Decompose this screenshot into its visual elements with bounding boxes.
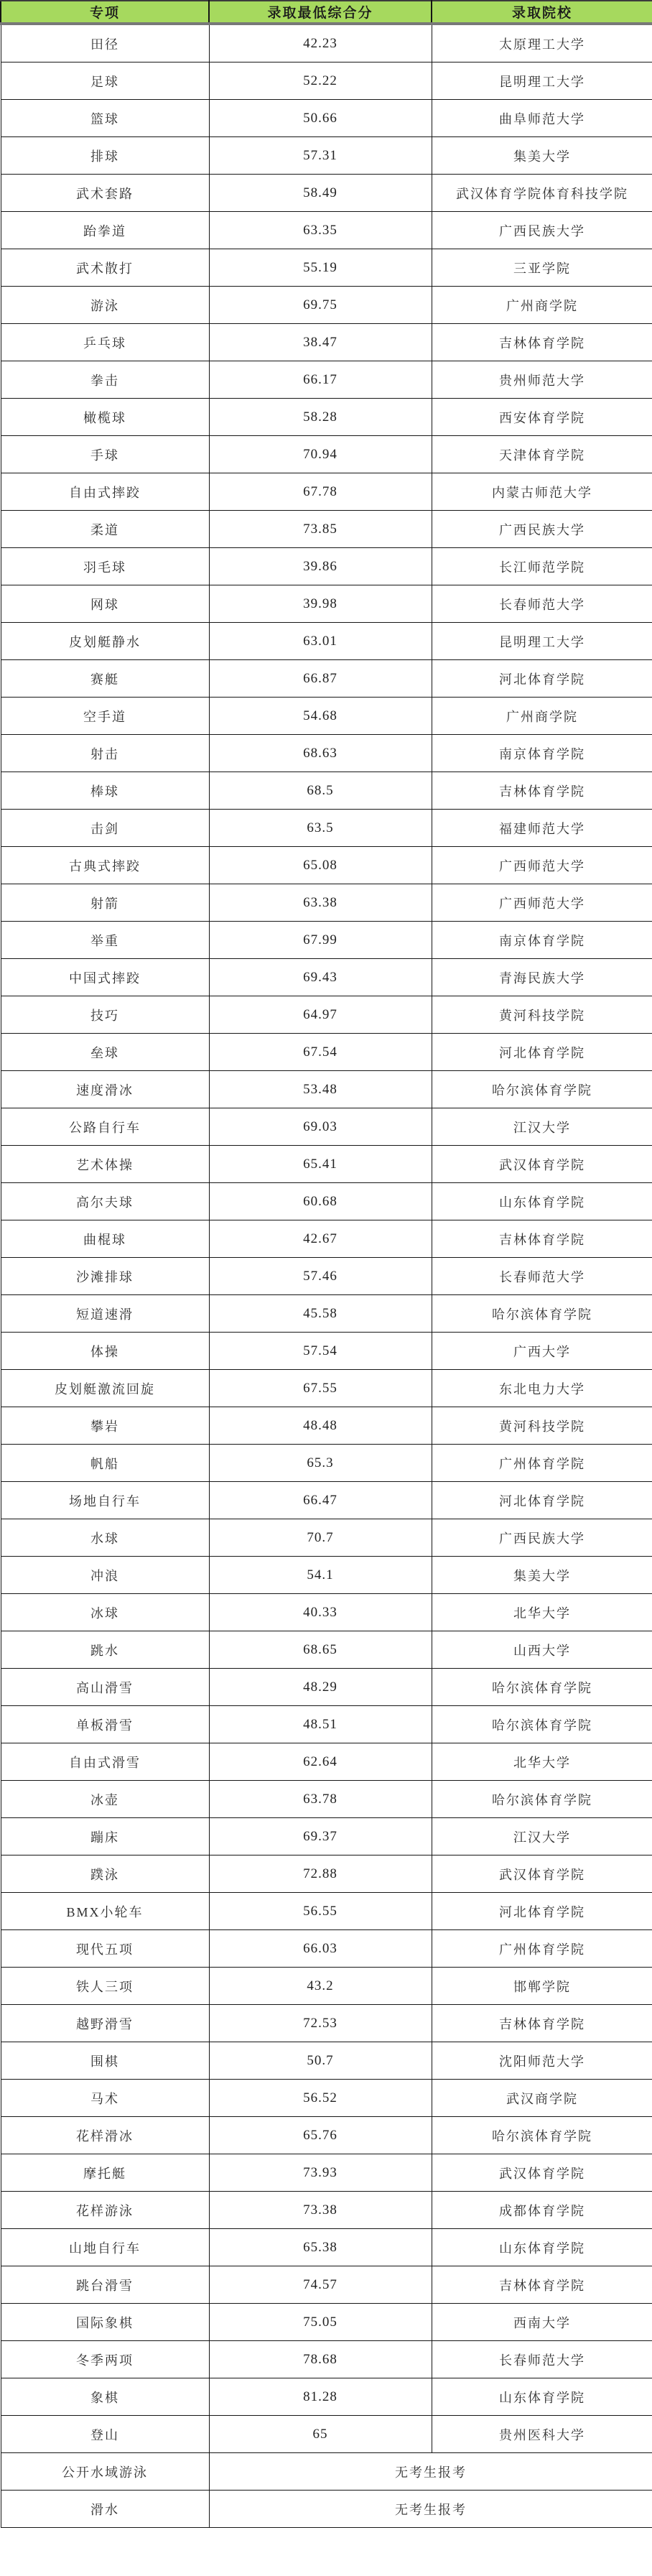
table-row bbox=[1, 959, 652, 996]
school-cell: 广西民族大学 bbox=[432, 212, 652, 249]
school-cell: 贵州医科大学 bbox=[432, 2416, 652, 2453]
table-row bbox=[1, 62, 652, 100]
header-min-score: 录取最低综合分 bbox=[209, 1, 432, 24]
table-row bbox=[1, 2154, 652, 2192]
score-cell: 57.54 bbox=[209, 1333, 432, 1370]
sport-cell: 棒球 bbox=[1, 772, 209, 810]
school-cell: 江汉大学 bbox=[432, 1108, 652, 1146]
score-cell: 56.52 bbox=[209, 2080, 432, 2117]
table-row bbox=[1, 2229, 652, 2266]
school-cell: 天津体育学院 bbox=[432, 436, 652, 473]
sport-cell: 中国式摔跤 bbox=[1, 959, 209, 996]
score-cell: 55.19 bbox=[209, 249, 432, 287]
school-cell: 哈尔滨体育学院 bbox=[432, 1706, 652, 1743]
school-cell: 吉林体育学院 bbox=[432, 324, 652, 361]
score-cell: 54.68 bbox=[209, 698, 432, 735]
sport-cell: 铁人三项 bbox=[1, 1968, 209, 2005]
sport-cell: 柔道 bbox=[1, 511, 209, 548]
sport-cell: 攀岩 bbox=[1, 1407, 209, 1445]
score-cell: 66.47 bbox=[209, 1482, 432, 1519]
table-row bbox=[1, 1557, 652, 1594]
sport-cell: 排球 bbox=[1, 137, 209, 175]
school-cell: 贵州师范大学 bbox=[432, 361, 652, 399]
school-cell: 广西师范大学 bbox=[432, 847, 652, 884]
school-cell: 东北电力大学 bbox=[432, 1370, 652, 1407]
table-row bbox=[1, 585, 652, 623]
school-cell: 北华大学 bbox=[432, 1594, 652, 1631]
school-cell: 河北体育学院 bbox=[432, 1482, 652, 1519]
table-row bbox=[1, 324, 652, 361]
sport-cell: 场地自行车 bbox=[1, 1482, 209, 1519]
score-cell: 57.46 bbox=[209, 1258, 432, 1295]
table-row bbox=[1, 2117, 652, 2154]
table-row bbox=[1, 1482, 652, 1519]
table-row bbox=[1, 436, 652, 473]
sport-cell: 跳台滑雪 bbox=[1, 2266, 209, 2304]
score-cell: 73.85 bbox=[209, 511, 432, 548]
score-cell: 69.03 bbox=[209, 1108, 432, 1146]
score-cell: 67.78 bbox=[209, 473, 432, 511]
score-cell: 38.47 bbox=[209, 324, 432, 361]
school-cell: 集美大学 bbox=[432, 137, 652, 175]
sport-cell: 单板滑雪 bbox=[1, 1706, 209, 1743]
school-cell: 武汉体育学院 bbox=[432, 2154, 652, 2192]
school-cell: 青海民族大学 bbox=[432, 959, 652, 996]
school-cell: 吉林体育学院 bbox=[432, 1220, 652, 1258]
school-cell: 长春师范大学 bbox=[432, 1258, 652, 1295]
score-cell: 73.38 bbox=[209, 2192, 432, 2229]
score-cell: 39.98 bbox=[209, 585, 432, 623]
table-row bbox=[1, 511, 652, 548]
no-applicants-cell: 无考生报考 bbox=[209, 2453, 652, 2491]
sport-cell: 拳击 bbox=[1, 361, 209, 399]
sport-cell: 马术 bbox=[1, 2080, 209, 2117]
score-cell: 63.78 bbox=[209, 1781, 432, 1818]
sport-cell: 冰球 bbox=[1, 1594, 209, 1631]
table-row bbox=[1, 2192, 652, 2229]
score-cell: 43.2 bbox=[209, 1968, 432, 2005]
score-cell: 57.31 bbox=[209, 137, 432, 175]
table-row bbox=[1, 1781, 652, 1818]
sport-cell: 蹼泳 bbox=[1, 1855, 209, 1893]
table-row bbox=[1, 399, 652, 436]
school-cell: 黄河科技学院 bbox=[432, 1407, 652, 1445]
school-cell: 福建师范大学 bbox=[432, 810, 652, 847]
school-cell: 长江师范学院 bbox=[432, 548, 652, 585]
score-cell: 58.28 bbox=[209, 399, 432, 436]
table-row bbox=[1, 1818, 652, 1855]
sport-cell: 蹦床 bbox=[1, 1818, 209, 1855]
table-row bbox=[1, 212, 652, 249]
sport-cell: 冬季两项 bbox=[1, 2341, 209, 2378]
sport-cell: 跆拳道 bbox=[1, 212, 209, 249]
table-row bbox=[1, 1631, 652, 1669]
sport-cell: 象棋 bbox=[1, 2378, 209, 2416]
school-cell: 河北体育学院 bbox=[432, 660, 652, 698]
sport-cell: 皮划艇静水 bbox=[1, 623, 209, 660]
sport-cell: 体操 bbox=[1, 1333, 209, 1370]
score-cell: 65.08 bbox=[209, 847, 432, 884]
sport-cell: 空手道 bbox=[1, 698, 209, 735]
sport-cell: 高山滑雪 bbox=[1, 1669, 209, 1706]
school-cell: 太原理工大学 bbox=[432, 24, 652, 62]
school-cell: 南京体育学院 bbox=[432, 922, 652, 959]
school-cell: 武汉体育学院体育科技学院 bbox=[432, 175, 652, 212]
school-cell: 沈阳师范大学 bbox=[432, 2042, 652, 2080]
school-cell: 长春师范大学 bbox=[432, 585, 652, 623]
table-row bbox=[1, 1893, 652, 1930]
score-cell: 48.48 bbox=[209, 1407, 432, 1445]
table-row bbox=[1, 2416, 652, 2453]
score-cell: 70.7 bbox=[209, 1519, 432, 1557]
table-row bbox=[1, 1071, 652, 1108]
table-row bbox=[1, 1220, 652, 1258]
school-cell: 昆明理工大学 bbox=[432, 62, 652, 100]
sport-cell: 赛艇 bbox=[1, 660, 209, 698]
score-cell: 63.38 bbox=[209, 884, 432, 922]
school-cell: 广州商学院 bbox=[432, 698, 652, 735]
score-cell: 69.75 bbox=[209, 287, 432, 324]
sport-cell: 曲棍球 bbox=[1, 1220, 209, 1258]
school-cell: 三亚学院 bbox=[432, 249, 652, 287]
sport-cell: 垒球 bbox=[1, 1034, 209, 1071]
school-cell: 广西大学 bbox=[432, 1333, 652, 1370]
school-cell: 广州体育学院 bbox=[432, 1930, 652, 1968]
table-row bbox=[1, 1183, 652, 1220]
score-cell: 66.17 bbox=[209, 361, 432, 399]
score-cell: 56.55 bbox=[209, 1893, 432, 1930]
school-cell: 吉林体育学院 bbox=[432, 772, 652, 810]
sport-cell: 橄榄球 bbox=[1, 399, 209, 436]
sport-cell: 武术散打 bbox=[1, 249, 209, 287]
score-cell: 81.28 bbox=[209, 2378, 432, 2416]
table-row bbox=[1, 698, 652, 735]
school-cell: 广西师范大学 bbox=[432, 884, 652, 922]
school-cell: 内蒙古师范大学 bbox=[432, 473, 652, 511]
school-cell: 广州商学院 bbox=[432, 287, 652, 324]
sport-cell: 跳水 bbox=[1, 1631, 209, 1669]
table-header bbox=[1, 1, 652, 24]
school-cell: 武汉体育学院 bbox=[432, 1855, 652, 1893]
score-cell: 53.48 bbox=[209, 1071, 432, 1108]
table-row bbox=[1, 1594, 652, 1631]
score-cell: 68.65 bbox=[209, 1631, 432, 1669]
score-cell: 54.1 bbox=[209, 1557, 432, 1594]
sport-cell: 冲浪 bbox=[1, 1557, 209, 1594]
sport-cell: 篮球 bbox=[1, 100, 209, 137]
score-cell: 50.7 bbox=[209, 2042, 432, 2080]
score-cell: 67.54 bbox=[209, 1034, 432, 1071]
score-cell: 48.51 bbox=[209, 1706, 432, 1743]
table-row bbox=[1, 249, 652, 287]
sport-cell: 手球 bbox=[1, 436, 209, 473]
sport-cell: 沙滩排球 bbox=[1, 1258, 209, 1295]
sport-cell: 摩托艇 bbox=[1, 2154, 209, 2192]
table-row bbox=[1, 1743, 652, 1781]
school-cell: 山东体育学院 bbox=[432, 1183, 652, 1220]
sport-cell: 艺术体操 bbox=[1, 1146, 209, 1183]
score-cell: 69.37 bbox=[209, 1818, 432, 1855]
score-cell: 62.64 bbox=[209, 1743, 432, 1781]
school-cell: 山东体育学院 bbox=[432, 2229, 652, 2266]
no-applicants-cell: 无考生报考 bbox=[209, 2491, 652, 2528]
table-row bbox=[1, 473, 652, 511]
score-cell: 72.88 bbox=[209, 1855, 432, 1893]
sport-cell: 国际象棋 bbox=[1, 2304, 209, 2341]
sport-cell: 现代五项 bbox=[1, 1930, 209, 1968]
school-cell: 武汉商学院 bbox=[432, 2080, 652, 2117]
table-row bbox=[1, 137, 652, 175]
score-cell: 72.53 bbox=[209, 2005, 432, 2042]
sport-cell: 花样游泳 bbox=[1, 2192, 209, 2229]
school-cell: 黄河科技学院 bbox=[432, 996, 652, 1034]
sport-cell: 古典式摔跤 bbox=[1, 847, 209, 884]
sport-cell: 速度滑冰 bbox=[1, 1071, 209, 1108]
table-row bbox=[1, 847, 652, 884]
score-cell: 67.99 bbox=[209, 922, 432, 959]
table-row bbox=[1, 2080, 652, 2117]
table-row bbox=[1, 1445, 652, 1482]
school-cell: 南京体育学院 bbox=[432, 735, 652, 772]
score-cell: 65.38 bbox=[209, 2229, 432, 2266]
score-cell: 65 bbox=[209, 2416, 432, 2453]
table-row bbox=[1, 772, 652, 810]
school-cell: 哈尔滨体育学院 bbox=[432, 1295, 652, 1333]
school-cell: 吉林体育学院 bbox=[432, 2005, 652, 2042]
school-cell: 昆明理工大学 bbox=[432, 623, 652, 660]
table-row bbox=[1, 1333, 652, 1370]
school-cell: 成都体育学院 bbox=[432, 2192, 652, 2229]
score-cell: 78.68 bbox=[209, 2341, 432, 2378]
score-cell: 65.76 bbox=[209, 2117, 432, 2154]
table-row bbox=[1, 1407, 652, 1445]
table-row bbox=[1, 287, 652, 324]
score-cell: 63.5 bbox=[209, 810, 432, 847]
sport-cell: 冰壶 bbox=[1, 1781, 209, 1818]
school-cell: 江汉大学 bbox=[432, 1818, 652, 1855]
sport-cell: 越野滑雪 bbox=[1, 2005, 209, 2042]
school-cell: 广西民族大学 bbox=[432, 511, 652, 548]
table-row bbox=[1, 361, 652, 399]
sport-cell: 田径 bbox=[1, 24, 209, 62]
table-row bbox=[1, 2491, 652, 2528]
school-cell: 曲阜师范大学 bbox=[432, 100, 652, 137]
table-row bbox=[1, 2266, 652, 2304]
school-cell: 山西大学 bbox=[432, 1631, 652, 1669]
score-cell: 68.5 bbox=[209, 772, 432, 810]
sport-cell: 公开水域游泳 bbox=[1, 2453, 209, 2491]
score-cell: 42.23 bbox=[209, 24, 432, 62]
sport-cell: 围棋 bbox=[1, 2042, 209, 2080]
sport-cell: 水球 bbox=[1, 1519, 209, 1557]
table-row bbox=[1, 1034, 652, 1071]
header-sport: 专项 bbox=[1, 1, 209, 24]
table-row bbox=[1, 660, 652, 698]
sport-cell: 皮划艇激流回旋 bbox=[1, 1370, 209, 1407]
school-cell: 山东体育学院 bbox=[432, 2378, 652, 2416]
table-row bbox=[1, 175, 652, 212]
score-cell: 69.43 bbox=[209, 959, 432, 996]
sport-cell: 滑水 bbox=[1, 2491, 209, 2528]
school-cell: 哈尔滨体育学院 bbox=[432, 1071, 652, 1108]
table-row bbox=[1, 1706, 652, 1743]
table-row bbox=[1, 735, 652, 772]
sport-cell: 羽毛球 bbox=[1, 548, 209, 585]
header-school: 录取院校 bbox=[432, 1, 652, 24]
school-cell: 西安体育学院 bbox=[432, 399, 652, 436]
school-cell: 哈尔滨体育学院 bbox=[432, 1781, 652, 1818]
sport-cell: 帆船 bbox=[1, 1445, 209, 1482]
table-row bbox=[1, 548, 652, 585]
sport-cell: 射箭 bbox=[1, 884, 209, 922]
sport-cell: 举重 bbox=[1, 922, 209, 959]
score-cell: 64.97 bbox=[209, 996, 432, 1034]
table-row bbox=[1, 1519, 652, 1557]
score-cell: 58.49 bbox=[209, 175, 432, 212]
table-row bbox=[1, 922, 652, 959]
sport-cell: 山地自行车 bbox=[1, 2229, 209, 2266]
table-row bbox=[1, 2304, 652, 2341]
sport-cell: 网球 bbox=[1, 585, 209, 623]
school-cell: 长春师范大学 bbox=[432, 2341, 652, 2378]
table-row bbox=[1, 2042, 652, 2080]
sport-cell: 花样滑冰 bbox=[1, 2117, 209, 2154]
score-cell: 63.01 bbox=[209, 623, 432, 660]
school-cell: 西南大学 bbox=[432, 2304, 652, 2341]
sport-cell: 乒乓球 bbox=[1, 324, 209, 361]
school-cell: 吉林体育学院 bbox=[432, 2266, 652, 2304]
table-row bbox=[1, 810, 652, 847]
table-row bbox=[1, 1855, 652, 1893]
table-row bbox=[1, 1370, 652, 1407]
table-body bbox=[1, 24, 652, 2528]
sport-cell: 击剑 bbox=[1, 810, 209, 847]
score-cell: 65.3 bbox=[209, 1445, 432, 1482]
sport-cell: 公路自行车 bbox=[1, 1108, 209, 1146]
school-cell: 哈尔滨体育学院 bbox=[432, 2117, 652, 2154]
header-row bbox=[1, 1, 652, 24]
score-cell: 67.55 bbox=[209, 1370, 432, 1407]
score-cell: 73.93 bbox=[209, 2154, 432, 2192]
school-cell: 邯郸学院 bbox=[432, 1968, 652, 2005]
sport-cell: 足球 bbox=[1, 62, 209, 100]
sport-cell: BMX小轮车 bbox=[1, 1893, 209, 1930]
school-cell: 广西民族大学 bbox=[432, 1519, 652, 1557]
score-cell: 52.22 bbox=[209, 62, 432, 100]
sport-cell: 武术套路 bbox=[1, 175, 209, 212]
school-cell: 集美大学 bbox=[432, 1557, 652, 1594]
table-row bbox=[1, 100, 652, 137]
sport-cell: 高尔夫球 bbox=[1, 1183, 209, 1220]
school-cell: 河北体育学院 bbox=[432, 1893, 652, 1930]
score-cell: 66.03 bbox=[209, 1930, 432, 1968]
table-row bbox=[1, 2453, 652, 2491]
table-row bbox=[1, 1146, 652, 1183]
score-cell: 40.33 bbox=[209, 1594, 432, 1631]
school-cell: 广州体育学院 bbox=[432, 1445, 652, 1482]
table-row bbox=[1, 2378, 652, 2416]
sport-cell: 登山 bbox=[1, 2416, 209, 2453]
sport-cell: 技巧 bbox=[1, 996, 209, 1034]
table-row bbox=[1, 1930, 652, 1968]
score-cell: 48.29 bbox=[209, 1669, 432, 1706]
school-cell: 哈尔滨体育学院 bbox=[432, 1669, 652, 1706]
table-row bbox=[1, 2341, 652, 2378]
table-row bbox=[1, 623, 652, 660]
score-cell: 60.68 bbox=[209, 1183, 432, 1220]
table-row bbox=[1, 1258, 652, 1295]
school-cell: 北华大学 bbox=[432, 1743, 652, 1781]
sport-cell: 游泳 bbox=[1, 287, 209, 324]
score-cell: 75.05 bbox=[209, 2304, 432, 2341]
sport-cell: 射击 bbox=[1, 735, 209, 772]
table-row bbox=[1, 996, 652, 1034]
table-row bbox=[1, 1968, 652, 2005]
table-row bbox=[1, 1295, 652, 1333]
table-row bbox=[1, 884, 652, 922]
score-cell: 63.35 bbox=[209, 212, 432, 249]
school-cell: 武汉体育学院 bbox=[432, 1146, 652, 1183]
score-cell: 66.87 bbox=[209, 660, 432, 698]
score-cell: 74.57 bbox=[209, 2266, 432, 2304]
sport-cell: 自由式滑雪 bbox=[1, 1743, 209, 1781]
score-cell: 70.94 bbox=[209, 436, 432, 473]
score-cell: 50.66 bbox=[209, 100, 432, 137]
score-cell: 42.67 bbox=[209, 1220, 432, 1258]
score-cell: 68.63 bbox=[209, 735, 432, 772]
school-cell: 河北体育学院 bbox=[432, 1034, 652, 1071]
sport-cell: 自由式摔跤 bbox=[1, 473, 209, 511]
table-row bbox=[1, 1108, 652, 1146]
table-row bbox=[1, 1669, 652, 1706]
score-cell: 45.58 bbox=[209, 1295, 432, 1333]
sport-cell: 短道速滑 bbox=[1, 1295, 209, 1333]
table-row bbox=[1, 24, 652, 62]
score-cell: 39.86 bbox=[209, 548, 432, 585]
table-row bbox=[1, 2005, 652, 2042]
score-cell: 65.41 bbox=[209, 1146, 432, 1183]
